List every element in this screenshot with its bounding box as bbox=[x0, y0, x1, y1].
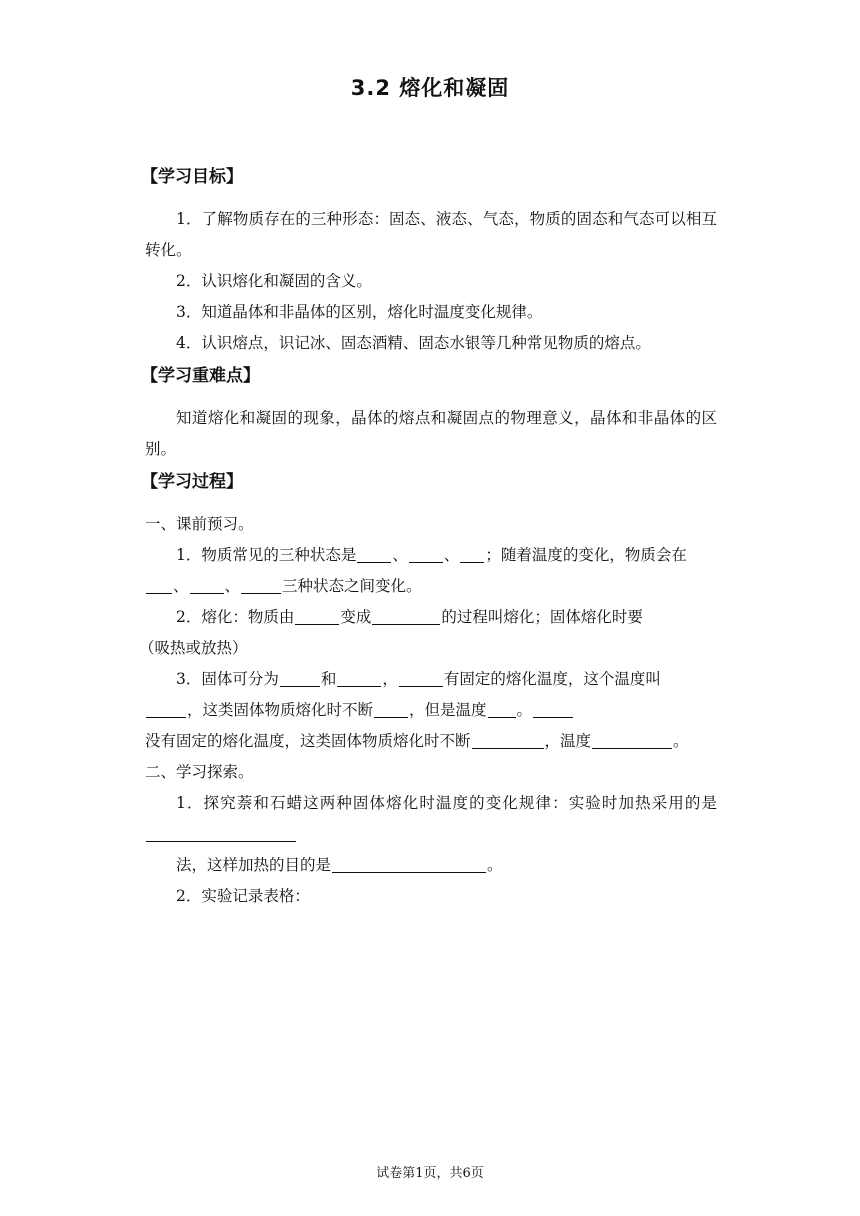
question-1-text: 1．物质常见的三种状态是 bbox=[176, 546, 357, 564]
content bbox=[139, 160, 717, 912]
question-2-text: 变成 bbox=[340, 608, 372, 626]
separator: 、 bbox=[224, 577, 241, 595]
explore-2: 2．实验记录表格： bbox=[176, 887, 310, 905]
question-2-text: （吸热或放热） bbox=[139, 639, 248, 657]
goals-heading: 【学习目标】 bbox=[141, 167, 243, 187]
goal-4: 4．认识熔点，识记冰、固态酒精、固态水银等几种常见物质的熔点。 bbox=[176, 334, 651, 352]
key-heading: 【学习重难点】 bbox=[141, 366, 260, 386]
separator: 、 bbox=[392, 546, 408, 564]
answer-blank[interactable] bbox=[372, 606, 440, 625]
question-3-line-2 bbox=[145, 695, 717, 726]
answer-blank[interactable] bbox=[190, 575, 224, 594]
question-1-text: ；随着温度的变化，物质会在 bbox=[485, 546, 687, 564]
question-3-text: 。 bbox=[516, 701, 533, 719]
question-3-text: ，温度 bbox=[544, 732, 592, 750]
question-1-text: 三种状态之间变化。 bbox=[282, 577, 422, 595]
part-2-title: 二、学习探索。 bbox=[145, 763, 254, 781]
question-3-text: 有固定的熔化温度，这个温度叫 bbox=[443, 670, 661, 688]
question-2-line-2 bbox=[139, 633, 717, 664]
answer-blank[interactable] bbox=[332, 854, 486, 873]
explore-1-text: 法，这样加热的目的是 bbox=[176, 856, 332, 874]
answer-blank[interactable] bbox=[357, 544, 391, 563]
goal-2: 2．认识熔化和凝固的含义。 bbox=[176, 272, 372, 290]
question-3-text: 没有固定的熔化温度，这类固体物质熔化时不断 bbox=[145, 732, 471, 750]
answer-blank[interactable] bbox=[146, 823, 296, 842]
explore-1 bbox=[145, 788, 717, 850]
separator: 、 bbox=[173, 577, 189, 595]
separator: 、 bbox=[443, 546, 460, 564]
answer-blank[interactable] bbox=[409, 544, 443, 563]
question-3-line-1 bbox=[145, 664, 717, 695]
answer-blank[interactable] bbox=[280, 668, 320, 687]
answer-blank[interactable] bbox=[374, 699, 408, 718]
answer-blank[interactable] bbox=[337, 668, 381, 687]
question-2-text: 的过程叫熔化；固体熔化时要 bbox=[441, 608, 643, 626]
answer-blank[interactable] bbox=[488, 699, 516, 718]
question-3-text: 3．固体可分为 bbox=[176, 670, 279, 688]
question-1-line-2 bbox=[145, 571, 717, 602]
answer-blank[interactable] bbox=[460, 544, 484, 563]
goal-3: 3．知道晶体和非晶体的区别，熔化时温度变化规律。 bbox=[176, 303, 543, 321]
answer-blank[interactable] bbox=[399, 668, 443, 687]
question-3-text: ，但是温度 bbox=[409, 701, 487, 719]
question-3-text: 。 bbox=[673, 732, 689, 750]
question-3-line-3 bbox=[145, 726, 717, 757]
page-title: 3.2 熔化和凝固 bbox=[350, 76, 510, 100]
process-heading: 【学习过程】 bbox=[141, 472, 243, 492]
question-3-text: 和 bbox=[320, 670, 337, 688]
answer-blank[interactable] bbox=[592, 730, 672, 749]
question-3-text: ，这类固体物质熔化时不断 bbox=[187, 701, 374, 719]
question-3-text: ， bbox=[382, 670, 398, 688]
question-2-text: 2．熔化：物质由 bbox=[176, 608, 295, 626]
question-2-line-1 bbox=[145, 602, 717, 633]
part-1-title: 一、课前预习。 bbox=[145, 515, 254, 533]
explore-1-text: 。 bbox=[487, 856, 503, 874]
key-text: 知道熔化和凝固的现象，晶体的熔点和凝固点的物理意义，晶体和非晶体的区别。 bbox=[145, 409, 717, 458]
answer-blank[interactable] bbox=[295, 606, 339, 625]
explore-1-text: 1．探究萘和石蜡这两种固体熔化时温度的变化规律：实验时加热采用的是 bbox=[176, 794, 717, 812]
answer-blank[interactable] bbox=[533, 699, 573, 718]
goal-1: 1．了解物质存在的三种形态：固态、液态、气态，物质的固态和气态可以相互转化。 bbox=[145, 210, 717, 259]
answer-blank[interactable] bbox=[472, 730, 544, 749]
answer-blank[interactable] bbox=[146, 699, 186, 718]
explore-1-line-2 bbox=[145, 850, 717, 881]
answer-blank[interactable] bbox=[241, 575, 281, 594]
page-footer: 试卷第1页，共6页 bbox=[376, 1166, 484, 1181]
answer-blank[interactable] bbox=[146, 575, 172, 594]
question-1-line-1 bbox=[145, 540, 717, 571]
